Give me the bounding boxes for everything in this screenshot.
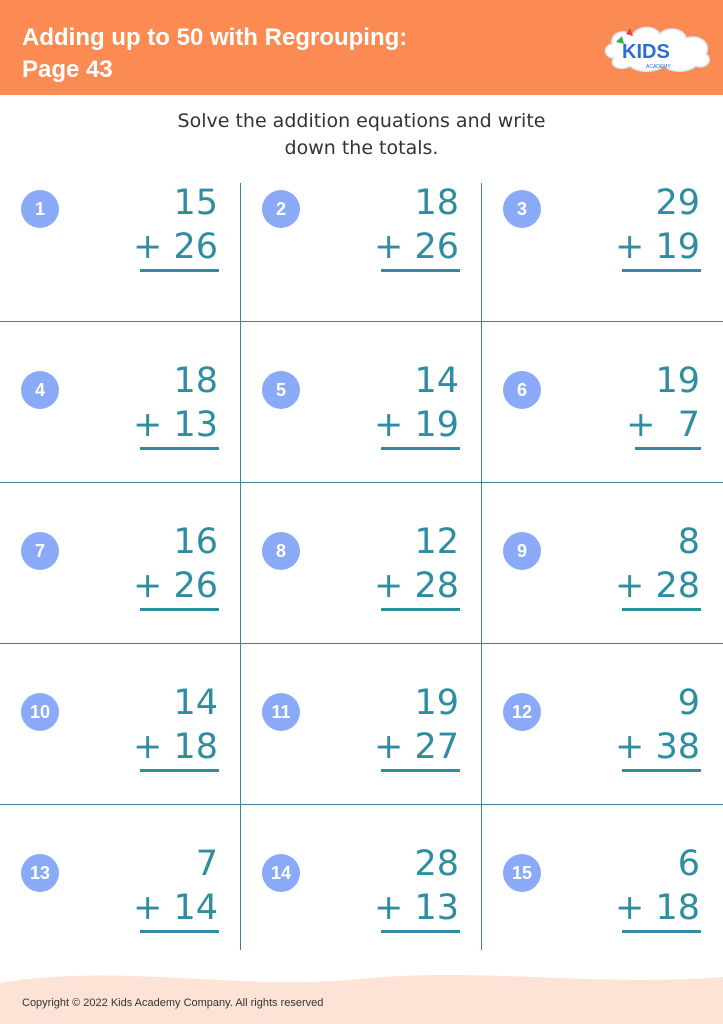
addend-bottom: + 13 [133,405,218,445]
answer-line [381,269,460,272]
addend-bottom: + 13 [374,888,459,928]
addend-top: 6 [677,844,700,884]
problem-number-badge: 14 [262,854,300,892]
answer-line [381,447,460,450]
addend-top: 18 [414,183,459,223]
problem-cell [482,343,723,503]
addend-top: 12 [414,522,459,562]
addend-top: 7 [195,844,218,884]
addend-top: 8 [677,522,700,562]
problem-number-badge: 3 [503,190,541,228]
problem-cell [0,665,241,825]
problem-number-badge: 11 [262,693,300,731]
addend-top: 15 [173,183,218,223]
problem-number-badge: 9 [503,532,541,570]
answer-line [622,769,701,772]
addend-bottom: + 28 [615,566,700,606]
addend-bottom: + 27 [374,727,459,767]
addend-bottom: + 26 [133,227,218,267]
answer-line [622,930,701,933]
problem-cell [241,826,482,986]
logo-subtext: ACADEMY [646,64,671,70]
answer-line [381,608,460,611]
problem-number-badge: 4 [21,371,59,409]
copyright-notice: Copyright © 2022 Kids Academy Company. All rights reserved [22,997,324,1009]
answer-line [635,447,701,450]
problem-cell [0,826,241,986]
answer-line [622,269,701,272]
problem-cell [241,665,482,825]
problem-number-badge: 15 [503,854,541,892]
addend-top: 14 [173,683,218,723]
problem-number-badge: 12 [503,693,541,731]
addend-top: 29 [655,183,700,223]
title-line-1: Adding up to 50 with Regrouping: [22,24,408,51]
addend-bottom: + 28 [374,566,459,606]
addend-top: 28 [414,844,459,884]
kids-academy-logo [600,20,718,76]
logo-wordmark: KIDS [622,41,670,63]
answer-line [140,269,219,272]
instructions-line-2: down the totals. [284,137,439,159]
problem-number-badge: 6 [503,371,541,409]
problem-cell [482,665,723,825]
footer-wave [0,965,723,1024]
addend-bottom: + 14 [133,888,218,928]
answer-line [622,608,701,611]
title-line-2: Page 43 [22,56,113,83]
problem-number-badge: 7 [21,532,59,570]
problem-cell [241,343,482,503]
addend-top: 19 [655,361,700,401]
answer-line [381,930,460,933]
answer-line [381,769,460,772]
problem-number-badge: 8 [262,532,300,570]
problem-cell [241,183,482,343]
problem-cell [0,183,241,343]
header-banner [0,0,723,95]
addend-top: 9 [677,683,700,723]
answer-line [140,769,219,772]
problem-number-badge: 2 [262,190,300,228]
addend-top: 18 [173,361,218,401]
addend-top: 14 [414,361,459,401]
addend-bottom: + 19 [615,227,700,267]
answer-line [140,447,219,450]
addend-bottom: + 19 [374,405,459,445]
problem-number-badge: 5 [262,371,300,409]
problem-cell [482,504,723,664]
problem-number-badge: 1 [21,190,59,228]
instructions [120,108,603,162]
addend-bottom: + 18 [615,888,700,928]
instructions-line-1: Solve the addition equations and write [177,110,546,132]
worksheet-title [22,22,407,86]
addend-bottom: + 7 [626,405,700,445]
problem-cell [482,826,723,986]
problem-number-badge: 10 [21,693,59,731]
problem-cell [0,343,241,503]
addend-top: 19 [414,683,459,723]
addend-bottom: + 18 [133,727,218,767]
problem-grid [0,183,723,950]
addend-bottom: + 26 [374,227,459,267]
answer-line [140,930,219,933]
problem-cell [482,183,723,343]
problem-number-badge: 13 [21,854,59,892]
addend-bottom: + 38 [615,727,700,767]
addend-top: 16 [173,522,218,562]
problem-cell [0,504,241,664]
addend-bottom: + 26 [133,566,218,606]
problem-cell [241,504,482,664]
answer-line [140,608,219,611]
